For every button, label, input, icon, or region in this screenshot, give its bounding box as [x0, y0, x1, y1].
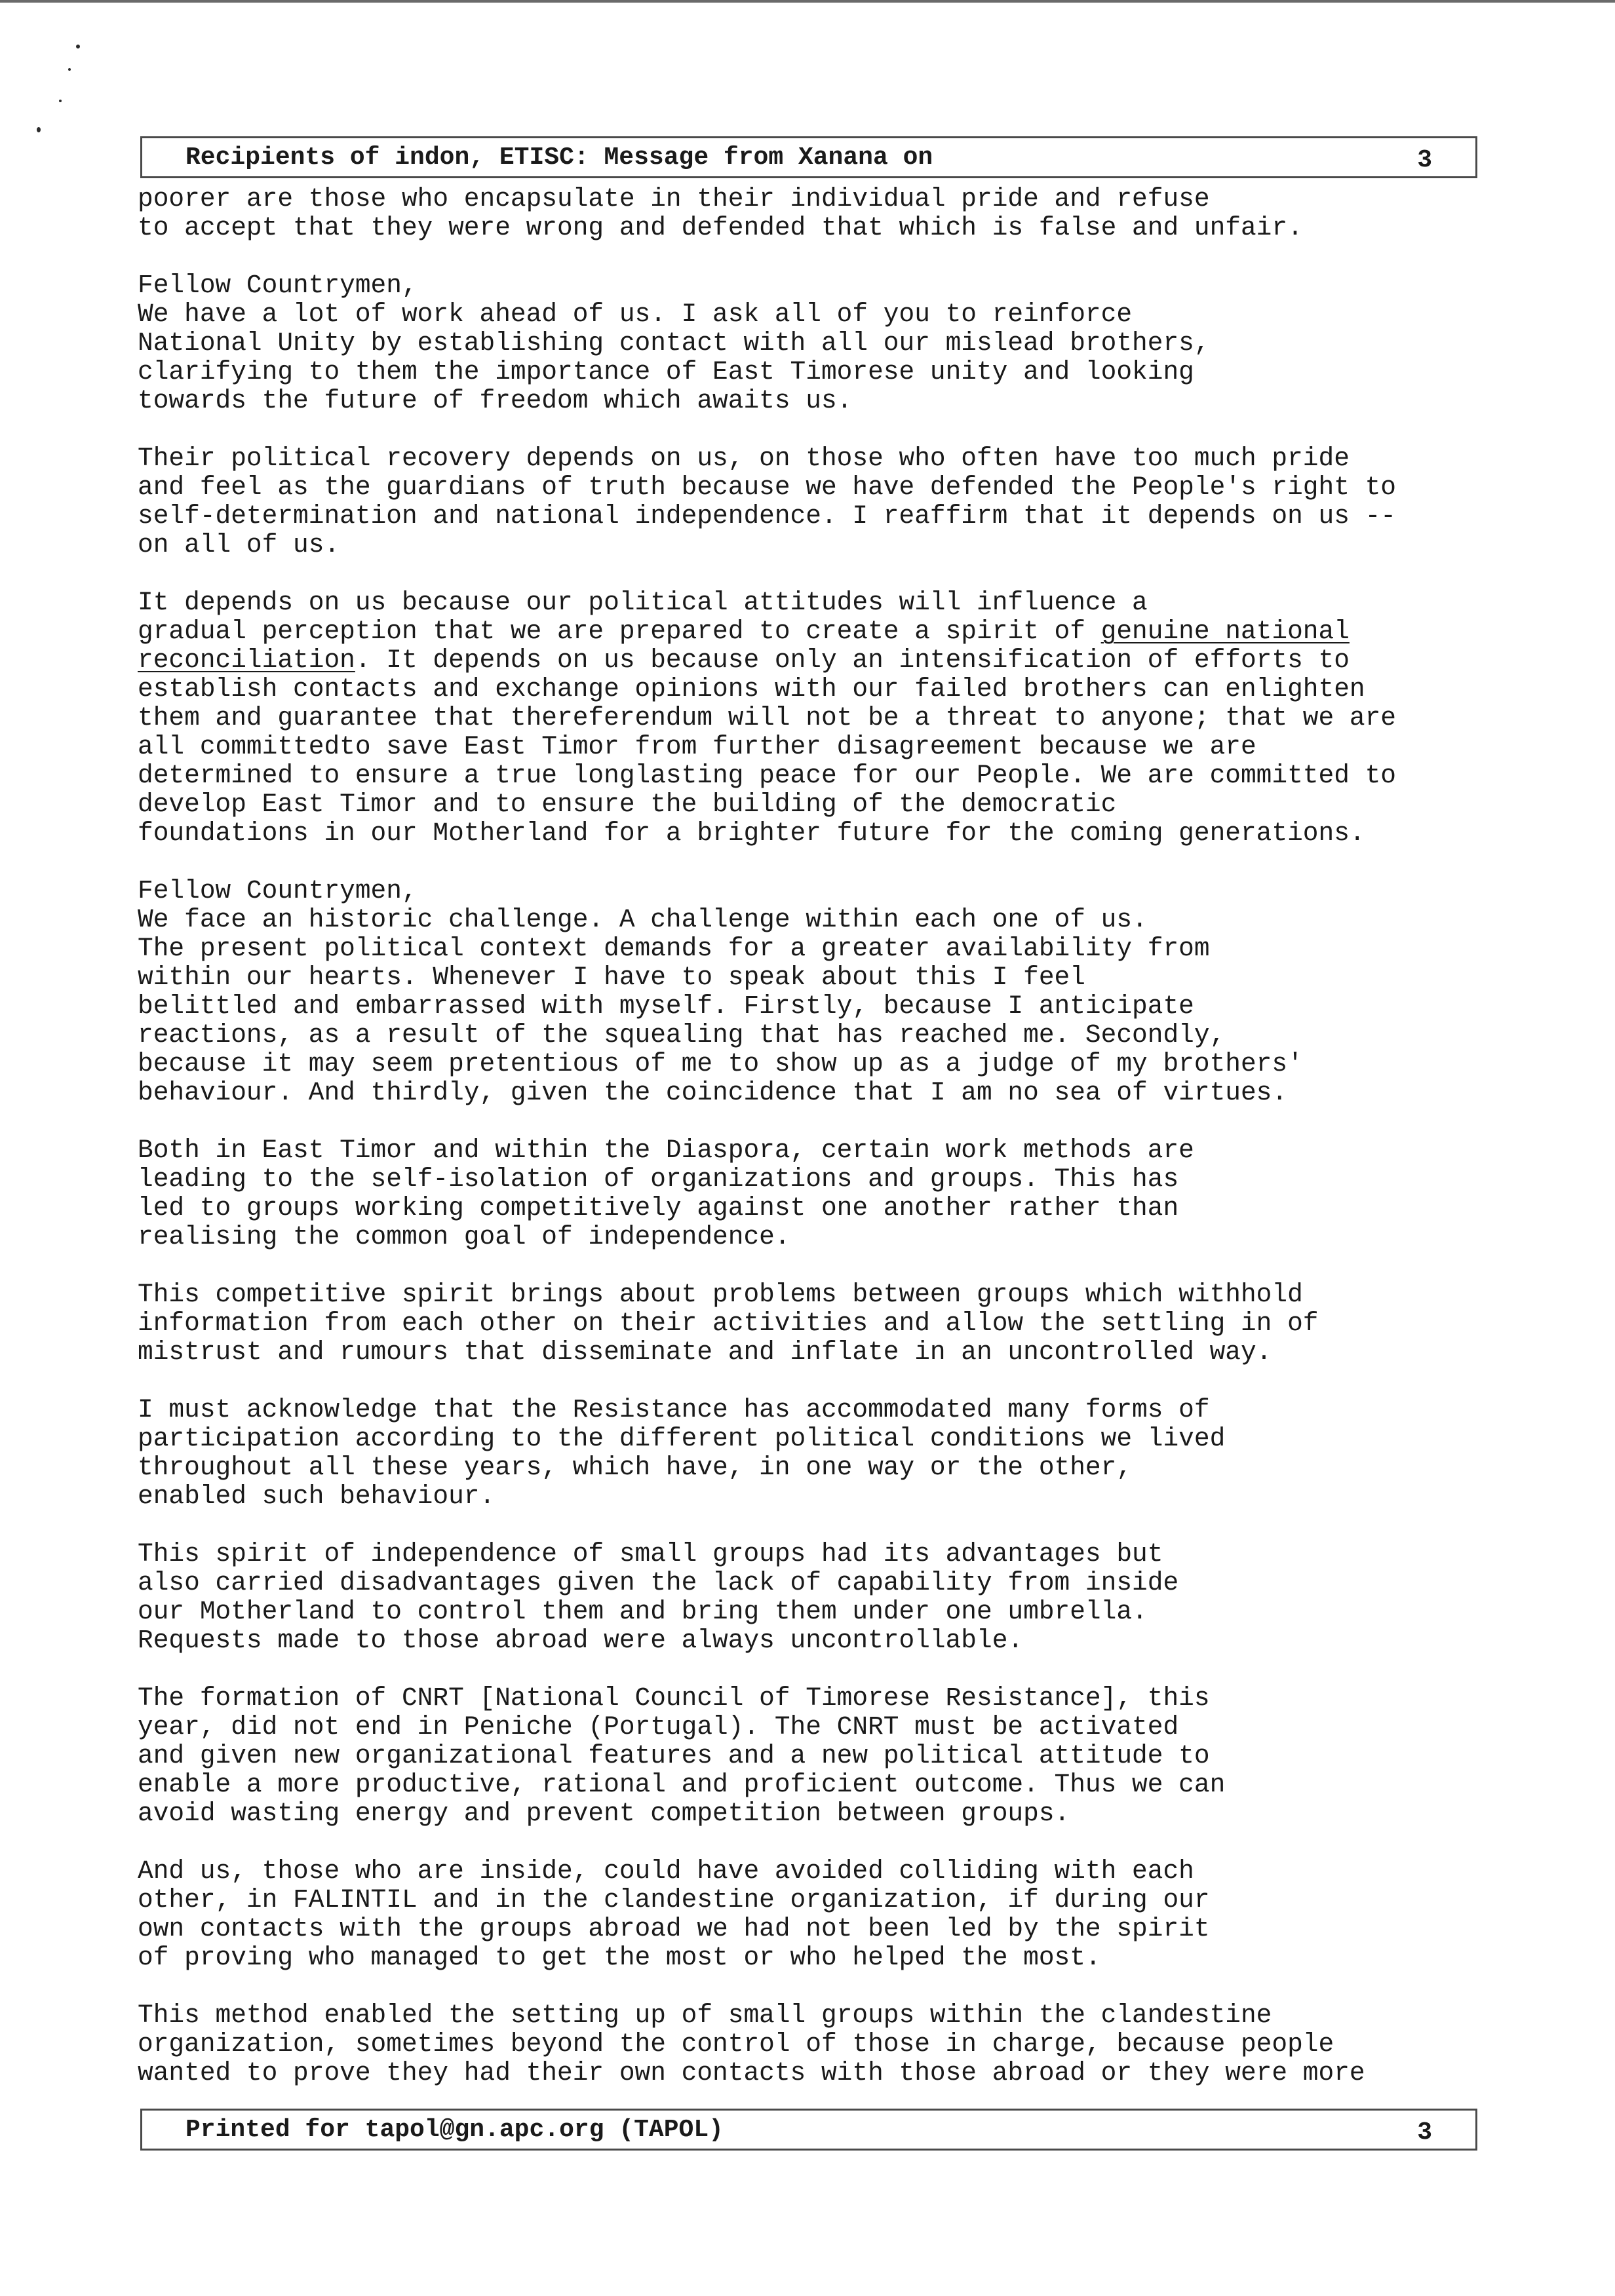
text-line: all committedto save East Timor from further disagreement because we are [138, 732, 1256, 761]
header-page-number: 3 [1417, 146, 1432, 174]
text-line: reconciliation. It depends on us because only an intensification of efforts to [138, 645, 1350, 675]
text-line: avoid wasting energy and prevent competition between groups. [138, 1799, 1070, 1828]
text-line: National Unity by establishing contact with all our mislead brothers, [138, 328, 1210, 358]
paragraph [138, 271, 1481, 415]
text-line: I must acknowledge that the Resistance has accommodated many forms of [138, 1395, 1210, 1425]
text-line: gradual perception that we are prepared to create a spirit of genuine national [138, 617, 1350, 646]
text-line: and feel as the guardians of truth because we have defended the People's right to [138, 472, 1397, 502]
text-line: Requests made to those abroad were always uncontrollable. [138, 1626, 1024, 1655]
scan-speck [76, 45, 80, 48]
paragraph [138, 1280, 1481, 1367]
text-line: belittled and embarrassed with myself. Firstly, because I anticipate [138, 991, 1194, 1021]
paragraph [138, 1396, 1481, 1511]
text-line: own contacts with the groups abroad we had not been led by the spirit [138, 1914, 1210, 1943]
paragraph [138, 2001, 1481, 2088]
text-line: We face an historic challenge. A challenge within each one of us. [138, 905, 1148, 934]
paragraph [138, 1857, 1481, 1972]
text-line: The formation of CNRT [National Council of Timorese Resistance], this [138, 1683, 1210, 1713]
text-line: on all of us. [138, 530, 340, 560]
text-line: them and guarantee that thereferendum will not be a threat to anyone; that we are [138, 703, 1397, 733]
text-line: enable a more productive, rational and proficient outcome. Thus we can [138, 1770, 1226, 1799]
text-line: information from each other on their activities and allow the settling in of [138, 1309, 1319, 1338]
paragraph [138, 1684, 1481, 1828]
scan-speck [68, 68, 71, 71]
text-line: throughout all these years, which have, in one way or the other, [138, 1453, 1133, 1482]
text-line: participation according to the different political conditions we lived [138, 1424, 1226, 1453]
text-line: develop East Timor and to ensure the building of the democratic [138, 790, 1117, 819]
text-line: determined to ensure a true longlasting peace for our People. We are committed to [138, 761, 1397, 790]
footer-text: Printed for tapol@gn.apc.org (TAPOL) [185, 2116, 724, 2144]
text-line: wanted to prove they had their own contacts with those abroad or they were more [138, 2058, 1365, 2088]
text-line: This competitive spirit brings about problems between groups which withhold [138, 1280, 1303, 1309]
text-line: organization, sometimes beyond the control of those in charge, because people [138, 2029, 1334, 2059]
paragraph [138, 444, 1481, 560]
text-line: of proving who managed to get the most or who helped the most. [138, 1943, 1101, 1972]
text-line: We have a lot of work ahead of us. I ask all of you to reinforce [138, 299, 1133, 329]
text-line: and given new organizational features and a new political attitude to [138, 1741, 1210, 1770]
text-line: to accept that they were wrong and defended that which is false and unfair. [138, 213, 1303, 242]
text-line: Both in East Timor and within the Diaspora, certain work methods are [138, 1136, 1194, 1165]
text-line: reactions, as a result of the squealing that has reached me. Secondly, [138, 1020, 1226, 1050]
page-header [140, 136, 1477, 178]
paragraph [138, 1136, 1481, 1252]
paragraph [138, 588, 1481, 848]
text-line: our Motherland to control them and bring them under one umbrella. [138, 1597, 1148, 1626]
text-line: clarifying to them the importance of East Timorese unity and looking [138, 357, 1194, 387]
text-line: towards the future of freedom which awaits us. [138, 386, 853, 415]
text-line: also carried disadvantages given the lack of capability from inside [138, 1568, 1179, 1598]
paragraph [138, 877, 1481, 1107]
text-line: year, did not end in Peniche (Portugal). The CNRT must be activated [138, 1712, 1179, 1742]
text-line: other, in FALINTIL and in the clandestine organization, if during our [138, 1885, 1210, 1915]
text-line: leading to the self-isolation of organizations and groups. This has [138, 1164, 1179, 1194]
text-line: within our hearts. Whenever I have to speak about this I feel [138, 963, 1085, 992]
paragraph [138, 185, 1481, 242]
text-line: Fellow Countrymen, [138, 876, 418, 906]
text-line: The present political context demands for a greater availability from [138, 934, 1210, 963]
text-line: self-determination and national independence. I reaffirm that it depends on us -- [138, 501, 1397, 531]
paragraph [138, 1540, 1481, 1655]
text-line: establish contacts and exchange opinions with our failed brothers can enlighten [138, 674, 1365, 704]
underlined-phrase: genuine national [1100, 617, 1350, 646]
page-footer [140, 2109, 1477, 2151]
text-line: led to groups working competitively against one another rather than [138, 1193, 1179, 1223]
text-line: poorer are those who encapsulate in their individual pride and refuse [138, 184, 1210, 214]
text-line: This spirit of independence of small groups had its advantages but [138, 1539, 1163, 1569]
footer-page-number: 3 [1417, 2118, 1432, 2147]
scan-speck [59, 100, 62, 102]
text-line: This method enabled the setting up of small groups within the clandestine [138, 2000, 1272, 2030]
header-title: Recipients of indon, ETISC: Message from Xanana on [185, 144, 933, 172]
text-line: It depends on us because our political attitudes will influence a [138, 588, 1148, 617]
text-line: foundations in our Motherland for a brighter future for the coming generations. [138, 818, 1365, 848]
document-body [138, 185, 1481, 2116]
text-line: because it may seem pretentious of me to show up as a judge of my brothers' [138, 1049, 1303, 1079]
text-line: enabled such behaviour. [138, 1482, 496, 1511]
scan-edge [0, 0, 1615, 3]
text-line: And us, those who are inside, could have avoided colliding with each [138, 1856, 1194, 1886]
text-line: realising the common goal of independence. [138, 1222, 790, 1252]
scan-speck [37, 127, 41, 132]
text-line: mistrust and rumours that disseminate and inflate in an uncontrolled way. [138, 1337, 1272, 1367]
text-line: behaviour. And thirdly, given the coincidence that I am no sea of virtues. [138, 1078, 1288, 1107]
text-line: Their political recovery depends on us, on those who often have too much pride [138, 444, 1350, 473]
underlined-phrase: reconciliation [138, 645, 355, 675]
text-line: Fellow Countrymen, [138, 271, 418, 300]
